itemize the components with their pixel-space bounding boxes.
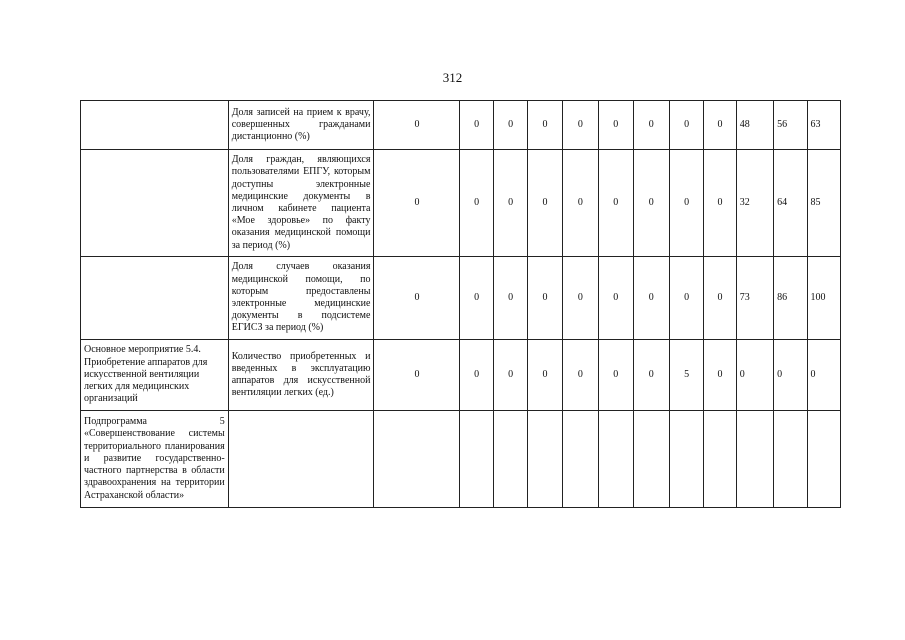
- table-cell-value: [774, 411, 807, 508]
- table-cell-value: 0: [562, 340, 598, 411]
- table-row: [81, 257, 841, 340]
- table-cell-value: [669, 411, 703, 508]
- table-cell-value: [736, 411, 773, 508]
- table-cell-value: 0: [493, 101, 527, 150]
- table-cell-value: 5: [669, 340, 703, 411]
- table-cell-value: [807, 411, 840, 508]
- table-cell-value: 73: [736, 257, 773, 340]
- table-cell-value: 0: [704, 150, 736, 257]
- table-cell-value: 48: [736, 101, 773, 150]
- table-cell-indicator: Доля граждан, являющихся пользователями ЕПГУ, которым доступны электронные медицинские документы в личном кабинете пациента «Мое здоровье» по факту оказания медицинской помощи за период (%): [228, 150, 374, 257]
- table-cell-value: 0: [599, 257, 633, 340]
- table-cell-value: [374, 411, 460, 508]
- table-cell-value: 32: [736, 150, 773, 257]
- table-cell-value: 0: [528, 257, 562, 340]
- indicator-table: [80, 100, 841, 508]
- table-cell-value: [599, 411, 633, 508]
- table-row: [81, 411, 841, 508]
- table-cell-value: 0: [528, 101, 562, 150]
- table-cell-value: 64: [774, 150, 807, 257]
- table-cell-value: 86: [774, 257, 807, 340]
- table-cell-value: [562, 411, 598, 508]
- table-cell-value: 0: [528, 150, 562, 257]
- table-cell-value: 0: [562, 150, 598, 257]
- table-cell-value: 0: [774, 340, 807, 411]
- table-cell-indicator: Доля записей на прием к врачу, совершенных гражданами дистанционно (%): [228, 101, 374, 150]
- table-cell-value: [704, 411, 736, 508]
- table-cell-value: 63: [807, 101, 840, 150]
- table-cell-value: 0: [599, 150, 633, 257]
- table-cell-value: [493, 411, 527, 508]
- table-cell-event: [81, 101, 229, 150]
- table-cell-value: 0: [669, 257, 703, 340]
- table-cell-value: [633, 411, 669, 508]
- table-cell-value: 0: [562, 257, 598, 340]
- table-cell-value: 0: [460, 101, 493, 150]
- table-cell-value: 0: [599, 340, 633, 411]
- table-cell-value: [460, 411, 493, 508]
- table-cell-indicator: Доля случаев оказания медицинской помощи, по которым предоставлены электронные медицинские документы в подсистеме ЕГИСЗ за период (%): [228, 257, 374, 340]
- table-cell-event: [81, 257, 229, 340]
- table-cell-value: 85: [807, 150, 840, 257]
- table-cell-value: 0: [704, 257, 736, 340]
- table-cell-value: 100: [807, 257, 840, 340]
- table-cell-value: 0: [460, 340, 493, 411]
- table-cell-value: 0: [493, 340, 527, 411]
- table-cell-value: 0: [633, 340, 669, 411]
- table-cell-value: 0: [460, 150, 493, 257]
- table-cell-value: 0: [633, 150, 669, 257]
- table-cell-value: 0: [633, 101, 669, 150]
- table-cell-value: 0: [633, 257, 669, 340]
- table-cell-value: 0: [562, 101, 598, 150]
- table-cell-indicator: [228, 411, 374, 508]
- table-cell-value: 0: [736, 340, 773, 411]
- table-cell-value: 0: [374, 150, 460, 257]
- page-number: 312: [442, 70, 463, 85]
- table-cell-value: 0: [704, 340, 736, 411]
- table-cell-value: 0: [374, 257, 460, 340]
- table-cell-indicator: Количество приобретенных и введенных в эксплуатацию аппаратов для искусственной вентиляции легких (ед.): [228, 340, 374, 411]
- table-cell-value: 56: [774, 101, 807, 150]
- table-cell-event: Основное мероприятие 5.4. Приобретение аппаратов для искусственной вентиляции легких для медицинских организаций: [81, 340, 229, 411]
- table-cell-value: 0: [669, 101, 703, 150]
- table-cell-value: 0: [669, 150, 703, 257]
- table-cell-value: 0: [704, 101, 736, 150]
- table-cell-value: [528, 411, 562, 508]
- table-row: [81, 101, 841, 150]
- table-cell-value: 0: [599, 101, 633, 150]
- table-cell-value: 0: [807, 340, 840, 411]
- table-cell-value: 0: [493, 257, 527, 340]
- table-cell-event: [81, 150, 229, 257]
- table-cell-value: 0: [374, 340, 460, 411]
- table-cell-value: 0: [528, 340, 562, 411]
- table-cell-value: 0: [374, 101, 460, 150]
- table-cell-value: 0: [493, 150, 527, 257]
- table-cell-subprogram: Подпрограмма 5 «Совершенствование системы территориального планирования и развитие государственно-частного партнерства в области здравоохранения на территории Астраханской области»: [81, 411, 229, 508]
- table-row: [81, 340, 841, 411]
- table-cell-value: 0: [460, 257, 493, 340]
- table-row: [81, 150, 841, 257]
